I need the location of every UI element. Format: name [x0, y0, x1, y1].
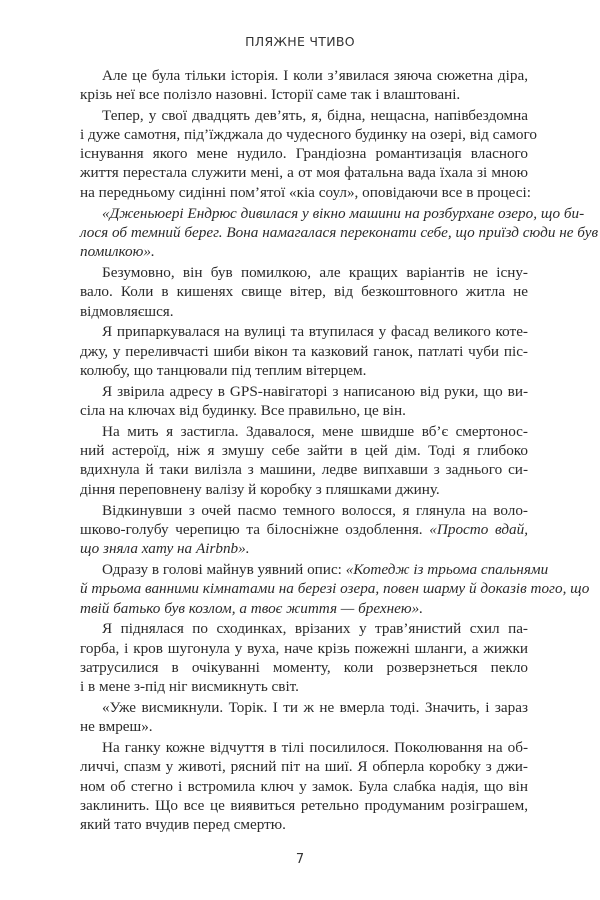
paragraph [80, 619, 528, 696]
text-segment: Одразу в голові майнув уявний опис: [102, 560, 346, 578]
text-segment: сіла на ключах від будинку. Все правильно, це він. [80, 402, 406, 420]
text-line [80, 815, 528, 834]
text-segment: Тепер, у свої двадцять дев’ять, я, бідна, нещасна, напівбездомна [102, 106, 528, 124]
text-line [80, 579, 590, 598]
text-line [80, 738, 528, 757]
text-segment: крізь неї все полізло назовні. Історії саме так і влаштовані. [80, 85, 461, 103]
italic-text: «Дженьюері Ендрюс дивилася у вікно машини на розбурхане озеро, що би- [102, 204, 585, 222]
text-line [80, 422, 528, 441]
text-segment: затрусилися в очікуванні моменту, коли розверзнеться пекло [80, 658, 528, 676]
italic-text: твій батько був козлом, а твоє життя — брехнею». [80, 599, 423, 617]
text-segment: вдихнула й таки вилізла з машини, ледве випхавши з заднього си- [80, 461, 528, 479]
text-line [80, 639, 528, 658]
paragraph [80, 560, 590, 618]
text-segment: не вмреш». [80, 718, 153, 736]
text-line [80, 183, 531, 202]
text-line [80, 658, 528, 677]
text-segment: діння переповнену валізу й коробку з пляшками джину. [80, 480, 440, 498]
text-line [80, 85, 528, 104]
text-line [80, 66, 528, 85]
text-segment: ний астероїд, ніж я змушу себе зайти в цей дім. Тоді я глибоко [80, 442, 528, 460]
italic-text: й трьома ванними кімнатами на березі озера, повен шарму й доказів того, що [80, 580, 590, 598]
text-line [80, 401, 528, 420]
text-line [80, 599, 528, 618]
paragraph [80, 263, 528, 321]
text-segment: існування якого мене нудило. Грандіозна романтизація власного [80, 145, 528, 163]
text-line [80, 520, 528, 539]
italic-text: лося об темний берег. Вона намагалася переконати себе, що приїзд сюди не був [80, 223, 599, 241]
text-line [80, 263, 528, 282]
text-line [80, 302, 528, 321]
text-line [80, 382, 528, 401]
body-text [80, 64, 599, 835]
paragraph [80, 106, 537, 202]
text-line [80, 717, 528, 736]
text-segment: На ганку кожне відчуття в тілі посилилося. Поколювання на об- [102, 739, 528, 757]
text-segment: джу, у переливчасті шиби вікон та казковий ганок, патлаті чуби піс- [80, 342, 528, 360]
text-segment: який тато вчудив перед смертю. [80, 816, 286, 834]
text-line [80, 796, 528, 815]
text-line [80, 619, 528, 638]
text-line [80, 677, 528, 696]
text-line [80, 223, 599, 242]
text-line [80, 163, 528, 182]
text-line [80, 125, 537, 144]
text-line [80, 501, 528, 520]
text-segment: «Уже висмикнули. Торік. І ти ж не вмерла тоді. Значить, і зараз [102, 699, 528, 716]
text-line [80, 342, 528, 361]
text-line [80, 144, 528, 163]
italic-text: «Котедж із трьома спальнями [345, 560, 549, 578]
text-segment: заклинить. Що все це виявиться ретельно продуманим розіграшем, [80, 796, 528, 814]
text-line [80, 204, 585, 223]
text-segment: Я припаркувалася на вулиці та втупилася у фасад великого коте- [102, 323, 528, 341]
text-segment: колюбу, що танцювали під теплим вітерцем. [80, 361, 367, 379]
text-line [80, 282, 528, 301]
text-segment: життя перестала служити мені, а от моя фатальна вада їхала зі мною [80, 164, 528, 182]
text-segment: і в мене з-під ніг висмикнуть світ. [80, 678, 299, 696]
text-line [80, 777, 528, 796]
text-segment: ном об стегно і встромила ключ у замок. Була слабка надія, що він [80, 777, 528, 795]
italic-text: «Просто вдай, [429, 520, 529, 538]
running-header: ПЛЯЖНЕ ЧТИВО [245, 34, 355, 49]
text-line [80, 480, 528, 499]
text-segment: вало. Коли в кишенях свище вітер, від безкоштовного житла не [80, 283, 528, 301]
text-line [80, 322, 528, 341]
text-line [80, 242, 528, 261]
text-segment: шково-голубу черепицю та білосніжне оздоблення. [80, 520, 430, 538]
italic-text: помилкою». [80, 243, 155, 261]
text-segment: Я піднялася по сходинках, врізаних у трав’янистий схил па- [102, 620, 528, 638]
paragraph [80, 698, 528, 737]
text-line [80, 361, 528, 380]
paragraph [80, 382, 528, 421]
text-segment: Але це була тільки історія. І коли з’явилася зяюча сюжетна діра, [102, 66, 528, 84]
paragraph [80, 738, 528, 834]
page-number: 7 [295, 852, 305, 867]
text-line [80, 698, 528, 717]
text-line [80, 757, 528, 776]
paragraph [80, 422, 528, 499]
paragraph [80, 501, 528, 559]
text-line [80, 106, 528, 125]
paragraph [80, 66, 528, 105]
text-segment: личчі, спазм у животі, рясний піт на шиї. Я обперла коробку з джи- [80, 758, 528, 776]
text-segment: Я звірила адресу в GPS-навігаторі з написаною від руки, що ви- [102, 382, 528, 400]
text-segment: Відкинувши з очей пасмо темного волосся, я глянула на воло- [102, 501, 528, 519]
text-segment: на передньому сидінні пом’ятої «кіа соул», оповідаючи все в процесі: [80, 183, 531, 201]
text-segment: горба, і кров шугонула у вуха, наче крізь пожежні шланги, а жижки [80, 639, 528, 657]
text-line [80, 560, 549, 579]
text-line [80, 441, 528, 460]
text-segment: відмовляєшся. [80, 302, 174, 320]
text-line [80, 539, 528, 558]
text-segment: На мить я застигла. Здавалося, мене швидше вб’є смертонос- [102, 422, 528, 440]
text-segment: Безумовно, він був помилкою, але кращих варіантів не існу- [102, 263, 528, 281]
paragraph [80, 322, 528, 380]
text-line [80, 460, 528, 479]
paragraph [80, 204, 599, 262]
text-segment: і дуже самотня, під’їжджала до чудесного будинку на озері, від самого [80, 125, 537, 143]
italic-text: що зняла хату на Airbnb». [80, 540, 250, 558]
